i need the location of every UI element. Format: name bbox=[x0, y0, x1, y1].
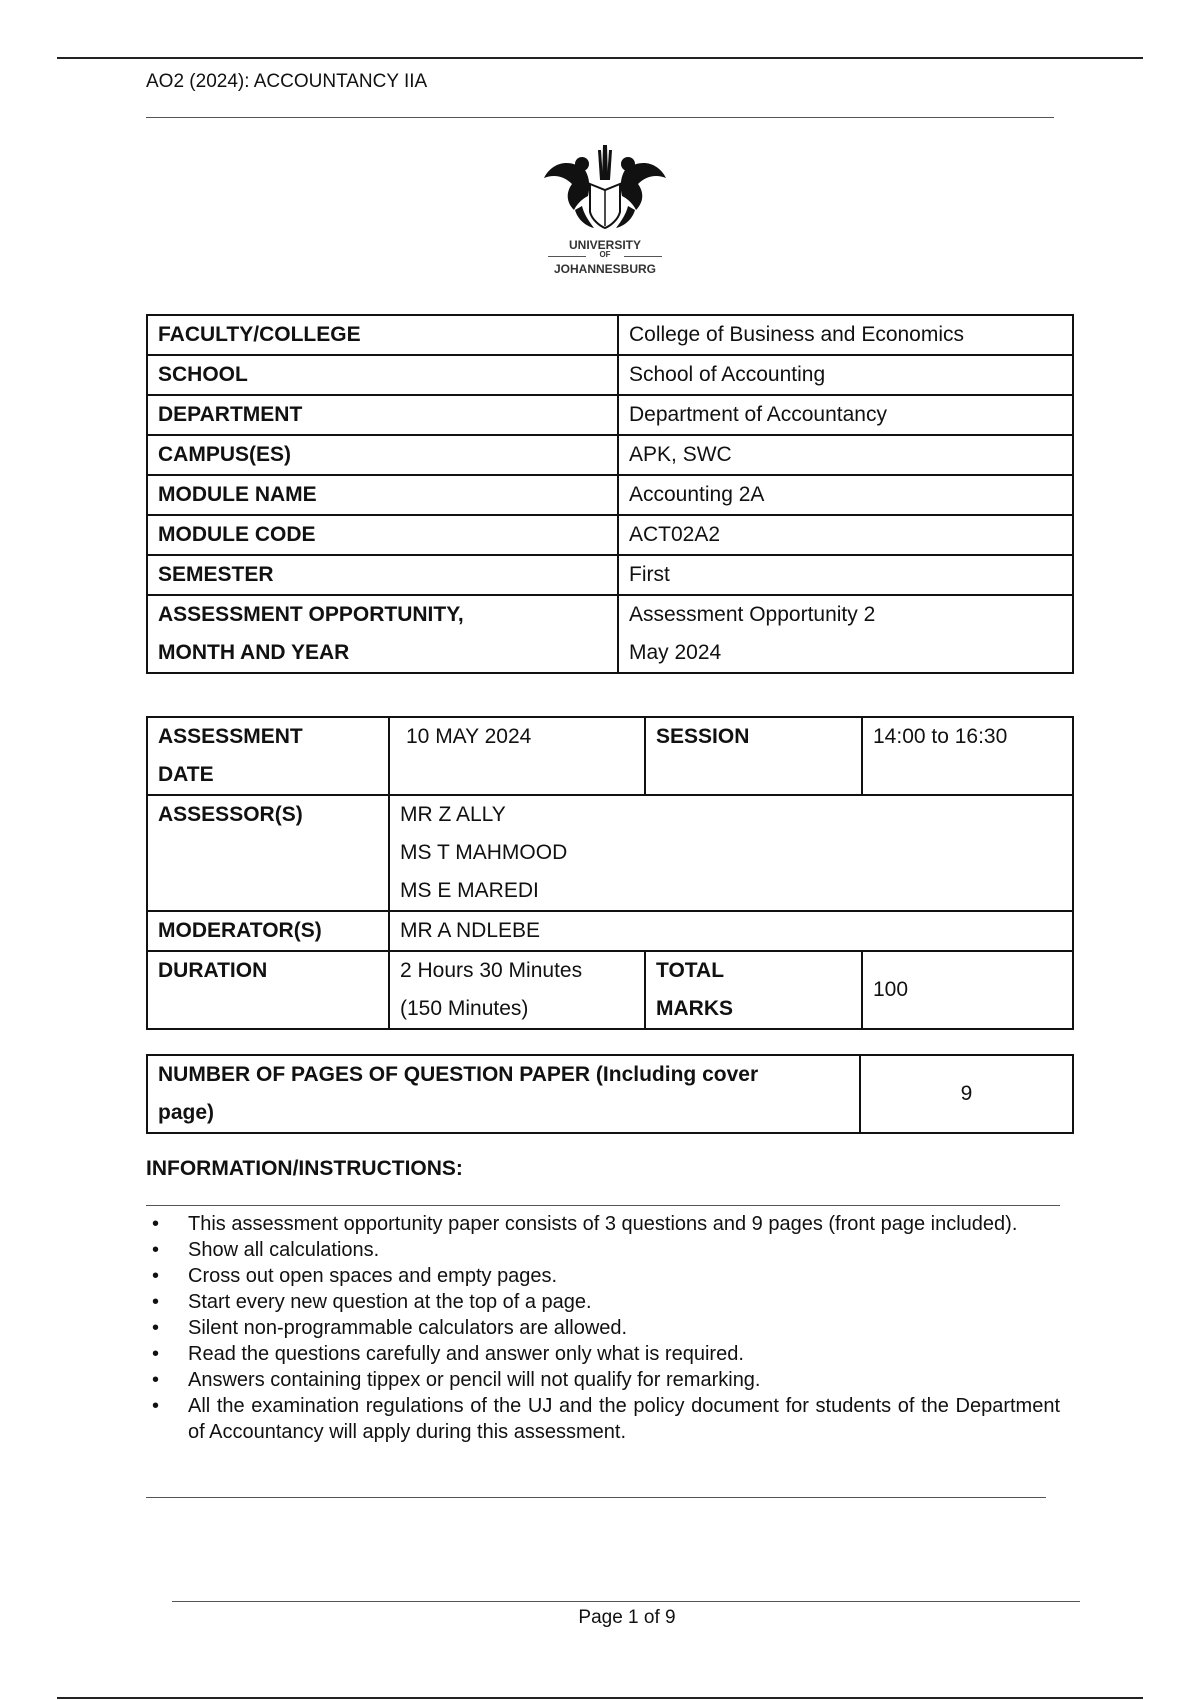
table-row bbox=[147, 555, 1073, 595]
assessment-date-value: 10 MAY 2024 bbox=[389, 717, 645, 795]
page-top-border bbox=[57, 57, 1143, 59]
module-info-table bbox=[146, 314, 1074, 674]
moderators-label: MODERATOR(S) bbox=[147, 911, 389, 951]
semester-value: First bbox=[618, 555, 1073, 595]
table-row bbox=[147, 951, 1073, 1029]
assessors-label: ASSESSOR(S) bbox=[147, 795, 389, 911]
opportunity-value-line2: May 2024 bbox=[629, 641, 722, 664]
assessment-table bbox=[146, 716, 1074, 1030]
table-row bbox=[147, 717, 1073, 795]
pages-label bbox=[147, 1055, 860, 1133]
pages-value: 9 bbox=[860, 1055, 1073, 1133]
table-row bbox=[147, 395, 1073, 435]
logo-divider-right bbox=[624, 256, 662, 257]
table-row bbox=[147, 595, 1073, 673]
module-code-value: ACT02A2 bbox=[618, 515, 1073, 555]
table-row bbox=[147, 355, 1073, 395]
logo-text-university: UNIVERSITY bbox=[568, 238, 641, 252]
instructions-list bbox=[146, 1211, 1060, 1445]
opportunity-label-line1: ASSESSMENT OPPORTUNITY, bbox=[158, 603, 464, 626]
assessment-date-label-line2: DATE bbox=[158, 763, 214, 786]
table-row bbox=[147, 1055, 1073, 1133]
list-item: • Cross out open spaces and empty pages. bbox=[146, 1263, 1060, 1289]
instructions-top-rule bbox=[146, 1205, 1060, 1206]
moderator-value: MR A NDLEBE bbox=[389, 911, 1073, 951]
duration-value-line1: 2 Hours 30 Minutes bbox=[400, 959, 583, 982]
total-marks-label-line2: MARKS bbox=[656, 997, 733, 1020]
list-item: • Start every new question at the top of a page. bbox=[146, 1289, 1060, 1315]
campus-value: APK, SWC bbox=[618, 435, 1073, 475]
school-value: School of Accounting bbox=[618, 355, 1073, 395]
module-name-label: MODULE NAME bbox=[147, 475, 618, 515]
opportunity-label-line2: MONTH AND YEAR bbox=[158, 641, 350, 664]
footer-rule bbox=[172, 1601, 1080, 1602]
list-item: • Answers containing tippex or pencil will not qualify for remarking. bbox=[146, 1367, 1060, 1393]
table-row bbox=[147, 435, 1073, 475]
total-marks-label-line1: TOTAL bbox=[656, 959, 725, 982]
faculty-value: College of Business and Economics bbox=[618, 315, 1073, 355]
list-item: • All the examination regulations of the UJ and the policy document for students of the Department of Accountancy will apply during this assessment. bbox=[146, 1393, 1060, 1445]
pages-label-line2: page) bbox=[158, 1101, 215, 1124]
table-row bbox=[147, 911, 1073, 951]
assessor-name: MS T MAHMOOD bbox=[400, 841, 568, 864]
instructions-bottom-rule bbox=[146, 1497, 1046, 1498]
table-row bbox=[147, 315, 1073, 355]
opportunity-value-line1: Assessment Opportunity 2 bbox=[629, 603, 876, 626]
campus-label: CAMPUS(ES) bbox=[147, 435, 618, 475]
document-header: AO2 (2024): ACCOUNTANCY IIA bbox=[146, 71, 428, 92]
list-item: • Silent non-programmable calculators are allowed. bbox=[146, 1315, 1060, 1341]
assessor-name: MS E MAREDI bbox=[400, 879, 539, 902]
total-marks-value: 100 bbox=[862, 951, 1073, 1029]
session-value: 14:00 to 16:30 bbox=[862, 717, 1073, 795]
module-code-label: MODULE CODE bbox=[147, 515, 618, 555]
instructions-title: INFORMATION/INSTRUCTIONS: bbox=[146, 1157, 463, 1180]
opportunity-label bbox=[147, 595, 618, 673]
list-item: • This assessment opportunity paper consists of 3 questions and 9 pages (front page included). bbox=[146, 1211, 1060, 1237]
header-rule bbox=[146, 117, 1054, 118]
department-value: Department of Accountancy bbox=[618, 395, 1073, 435]
session-label: SESSION bbox=[645, 717, 862, 795]
table-row bbox=[147, 515, 1073, 555]
department-label: DEPARTMENT bbox=[147, 395, 618, 435]
assessment-date-label-line1: ASSESSMENT bbox=[158, 725, 303, 748]
duration-value bbox=[389, 951, 645, 1029]
faculty-label: FACULTY/COLLEGE bbox=[147, 315, 618, 355]
logo-text-johannesburg: JOHANNESBURG bbox=[553, 262, 656, 276]
assessors-value bbox=[389, 795, 1073, 911]
module-name-value: Accounting 2A bbox=[618, 475, 1073, 515]
page-bottom-border bbox=[57, 1697, 1143, 1699]
assessor-name: MR Z ALLY bbox=[400, 803, 506, 826]
logo-text-of: OF bbox=[599, 250, 611, 259]
bird-emblem-icon bbox=[530, 140, 680, 240]
opportunity-value bbox=[618, 595, 1073, 673]
duration-value-line2: (150 Minutes) bbox=[400, 997, 529, 1020]
list-item: • Read the questions carefully and answer only what is required. bbox=[146, 1341, 1060, 1367]
school-label: SCHOOL bbox=[147, 355, 618, 395]
table-row bbox=[147, 475, 1073, 515]
pages-label-line1: NUMBER OF PAGES OF QUESTION PAPER (Including cover bbox=[158, 1063, 759, 1086]
pages-table bbox=[146, 1054, 1074, 1134]
duration-label: DURATION bbox=[147, 951, 389, 1029]
assessment-date-label bbox=[147, 717, 389, 795]
total-marks-label bbox=[645, 951, 862, 1029]
page-number: Page 1 of 9 bbox=[578, 1607, 676, 1628]
table-row bbox=[147, 795, 1073, 911]
logo-divider-left bbox=[548, 256, 586, 257]
list-item: • Show all calculations. bbox=[146, 1237, 1060, 1263]
semester-label: SEMESTER bbox=[147, 555, 618, 595]
